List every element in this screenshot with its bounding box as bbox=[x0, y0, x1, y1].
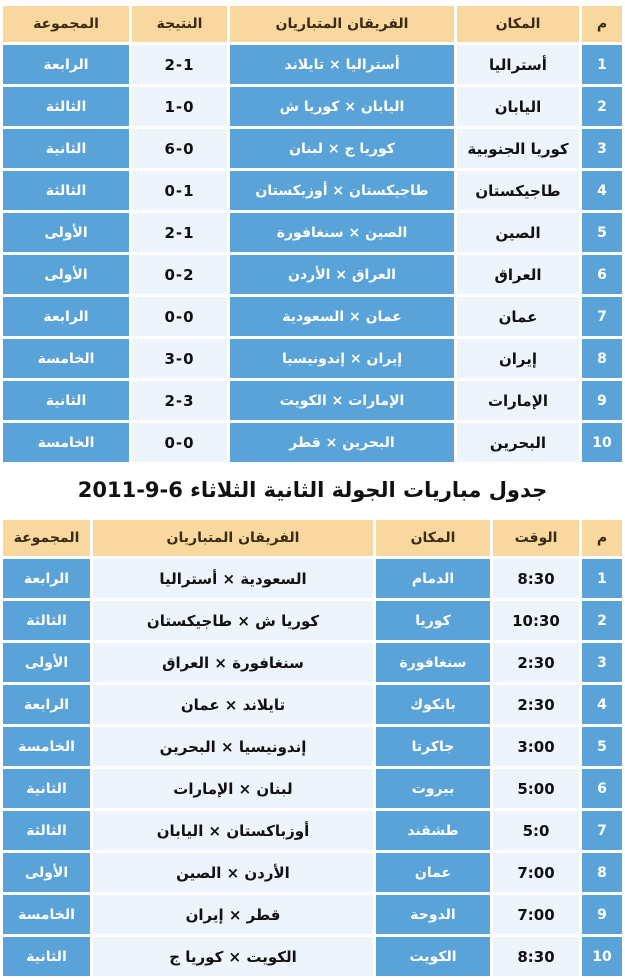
row-number: 10 bbox=[582, 423, 622, 462]
table-row bbox=[3, 895, 622, 934]
group-cell: الخامسة bbox=[3, 727, 90, 766]
table-row bbox=[3, 255, 622, 294]
place-cell: الدمام bbox=[376, 559, 490, 598]
place-cell: اليابان bbox=[457, 87, 579, 126]
table-row bbox=[3, 937, 622, 976]
table-row bbox=[3, 559, 622, 598]
table-row bbox=[3, 769, 622, 808]
teams-cell: إيران × إندونيسيا bbox=[230, 339, 454, 378]
place-cell: عمان bbox=[457, 297, 579, 336]
time-cell: 8:30 bbox=[493, 559, 579, 598]
results-table bbox=[0, 3, 625, 465]
teams-cell: اليابان × كوريا ش bbox=[230, 87, 454, 126]
header-place: المكان bbox=[376, 520, 490, 556]
header-m: م bbox=[582, 520, 622, 556]
row-number: 2 bbox=[582, 601, 622, 640]
place-cell: سنغافورة bbox=[376, 643, 490, 682]
result-cell: 0-1 bbox=[132, 171, 227, 210]
time-cell: 2:30 bbox=[493, 643, 579, 682]
page-title: جدول مباريات الجولة الثانية الثلاثاء 6-9-2011 bbox=[77, 478, 548, 502]
result-cell: 1-0 bbox=[132, 87, 227, 126]
teams-cell: البحرين × قطر bbox=[230, 423, 454, 462]
row-number: 4 bbox=[582, 685, 622, 724]
teams-cell: الإمارات × الكويت bbox=[230, 381, 454, 420]
row-number: 7 bbox=[582, 811, 622, 850]
teams-cell: العراق × الأردن bbox=[230, 255, 454, 294]
group-cell: الرابعة bbox=[3, 45, 129, 84]
group-cell: الأولى bbox=[3, 853, 90, 892]
table-row bbox=[3, 643, 622, 682]
header-m: م bbox=[582, 6, 622, 42]
row-number: 2 bbox=[582, 87, 622, 126]
place-cell: الصين bbox=[457, 213, 579, 252]
place-cell: عمان bbox=[376, 853, 490, 892]
group-cell: الثالثة bbox=[3, 87, 129, 126]
result-cell: 0-0 bbox=[132, 423, 227, 462]
teams-cell: الأردن × الصين bbox=[93, 853, 373, 892]
teams-cell: السعودية × أستراليا bbox=[93, 559, 373, 598]
table-row bbox=[3, 423, 622, 462]
teams-cell: لبنان × الإمارات bbox=[93, 769, 373, 808]
time-cell: 7:00 bbox=[493, 895, 579, 934]
time-cell: 7:00 bbox=[493, 853, 579, 892]
place-cell: كوريا bbox=[376, 601, 490, 640]
time-cell: 5:0 bbox=[493, 811, 579, 850]
result-cell: 6-0 bbox=[132, 129, 227, 168]
table-row bbox=[3, 297, 622, 336]
table-row bbox=[3, 339, 622, 378]
row-number: 5 bbox=[582, 213, 622, 252]
row-number: 10 bbox=[582, 937, 622, 976]
results-header-row bbox=[3, 6, 622, 42]
result-cell: 2-1 bbox=[132, 45, 227, 84]
table-row bbox=[3, 129, 622, 168]
table-row bbox=[3, 87, 622, 126]
header-teams: الفريقان المتباريان bbox=[93, 520, 373, 556]
row-number: 1 bbox=[582, 559, 622, 598]
header-result: النتيجة bbox=[132, 6, 227, 42]
group-cell: الأولى bbox=[3, 213, 129, 252]
header-group: المجموعة bbox=[3, 520, 90, 556]
place-cell: الكويت bbox=[376, 937, 490, 976]
group-cell: الثانية bbox=[3, 769, 90, 808]
row-number: 9 bbox=[582, 895, 622, 934]
teams-cell: الصين × سنغافورة bbox=[230, 213, 454, 252]
table-row bbox=[3, 685, 622, 724]
teams-cell: كوريا ج × لبنان bbox=[230, 129, 454, 168]
header-group: المجموعة bbox=[3, 6, 129, 42]
teams-cell: كوريا ش × طاجيكستان bbox=[93, 601, 373, 640]
teams-cell: قطر × إيران bbox=[93, 895, 373, 934]
group-cell: الخامسة bbox=[3, 895, 90, 934]
result-cell: 0-2 bbox=[132, 255, 227, 294]
group-cell: الثانية bbox=[3, 129, 129, 168]
row-number: 4 bbox=[582, 171, 622, 210]
teams-cell: إندونيسيا × البحرين bbox=[93, 727, 373, 766]
row-number: 3 bbox=[582, 129, 622, 168]
row-number: 6 bbox=[582, 255, 622, 294]
group-cell: الثالثة bbox=[3, 811, 90, 850]
row-number: 3 bbox=[582, 643, 622, 682]
teams-cell: أستراليا × تايلاند bbox=[230, 45, 454, 84]
place-cell: الدوحة bbox=[376, 895, 490, 934]
teams-cell: تايلاند × عمان bbox=[93, 685, 373, 724]
place-cell: البحرين bbox=[457, 423, 579, 462]
result-cell: 3-0 bbox=[132, 339, 227, 378]
row-number: 8 bbox=[582, 339, 622, 378]
row-number: 6 bbox=[582, 769, 622, 808]
place-cell: العراق bbox=[457, 255, 579, 294]
row-number: 8 bbox=[582, 853, 622, 892]
time-cell: 10:30 bbox=[493, 601, 579, 640]
result-cell: 0-0 bbox=[132, 297, 227, 336]
teams-cell: عمان × السعودية bbox=[230, 297, 454, 336]
teams-cell: أوزباكستان × اليابان bbox=[93, 811, 373, 850]
result-cell: 2-3 bbox=[132, 381, 227, 420]
row-number: 1 bbox=[582, 45, 622, 84]
place-cell: كوريا الجنوبية bbox=[457, 129, 579, 168]
group-cell: الثالثة bbox=[3, 601, 90, 640]
place-cell: أستراليا bbox=[457, 45, 579, 84]
row-number: 5 bbox=[582, 727, 622, 766]
fixtures-header-row bbox=[3, 520, 622, 556]
group-cell: الرابعة bbox=[3, 297, 129, 336]
time-cell: 2:30 bbox=[493, 685, 579, 724]
place-cell: طاجيكستان bbox=[457, 171, 579, 210]
group-cell: الخامسة bbox=[3, 423, 129, 462]
place-cell: طشقند bbox=[376, 811, 490, 850]
header-time: الوقت bbox=[493, 520, 579, 556]
group-cell: الثالثة bbox=[3, 171, 129, 210]
place-cell: إيران bbox=[457, 339, 579, 378]
teams-cell: الكويت × كوريا ج bbox=[93, 937, 373, 976]
place-cell: بيروت bbox=[376, 769, 490, 808]
group-cell: الرابعة bbox=[3, 685, 90, 724]
row-number: 7 bbox=[582, 297, 622, 336]
place-cell: جاكرتا bbox=[376, 727, 490, 766]
result-cell: 2-1 bbox=[132, 213, 227, 252]
table-row bbox=[3, 213, 622, 252]
table-row bbox=[3, 811, 622, 850]
time-cell: 5:00 bbox=[493, 769, 579, 808]
table-row bbox=[3, 727, 622, 766]
teams-cell: طاجيكستان × أوزبكستان bbox=[230, 171, 454, 210]
group-cell: الثانية bbox=[3, 937, 90, 976]
group-cell: الأولى bbox=[3, 643, 90, 682]
place-cell: الإمارات bbox=[457, 381, 579, 420]
table-row bbox=[3, 853, 622, 892]
table-row bbox=[3, 45, 622, 84]
teams-cell: سنغافورة × العراق bbox=[93, 643, 373, 682]
group-cell: الأولى bbox=[3, 255, 129, 294]
table-row bbox=[3, 381, 622, 420]
table-row bbox=[3, 171, 622, 210]
time-cell: 8:30 bbox=[493, 937, 579, 976]
place-cell: بانكوك bbox=[376, 685, 490, 724]
group-cell: الرابعة bbox=[3, 559, 90, 598]
group-cell: الخامسة bbox=[3, 339, 129, 378]
header-place: المكان bbox=[457, 6, 579, 42]
header-teams: الفريقان المتباريان bbox=[230, 6, 454, 42]
fixtures-table bbox=[0, 517, 625, 979]
table-row bbox=[3, 601, 622, 640]
row-number: 9 bbox=[582, 381, 622, 420]
group-cell: الثانية bbox=[3, 381, 129, 420]
time-cell: 3:00 bbox=[493, 727, 579, 766]
